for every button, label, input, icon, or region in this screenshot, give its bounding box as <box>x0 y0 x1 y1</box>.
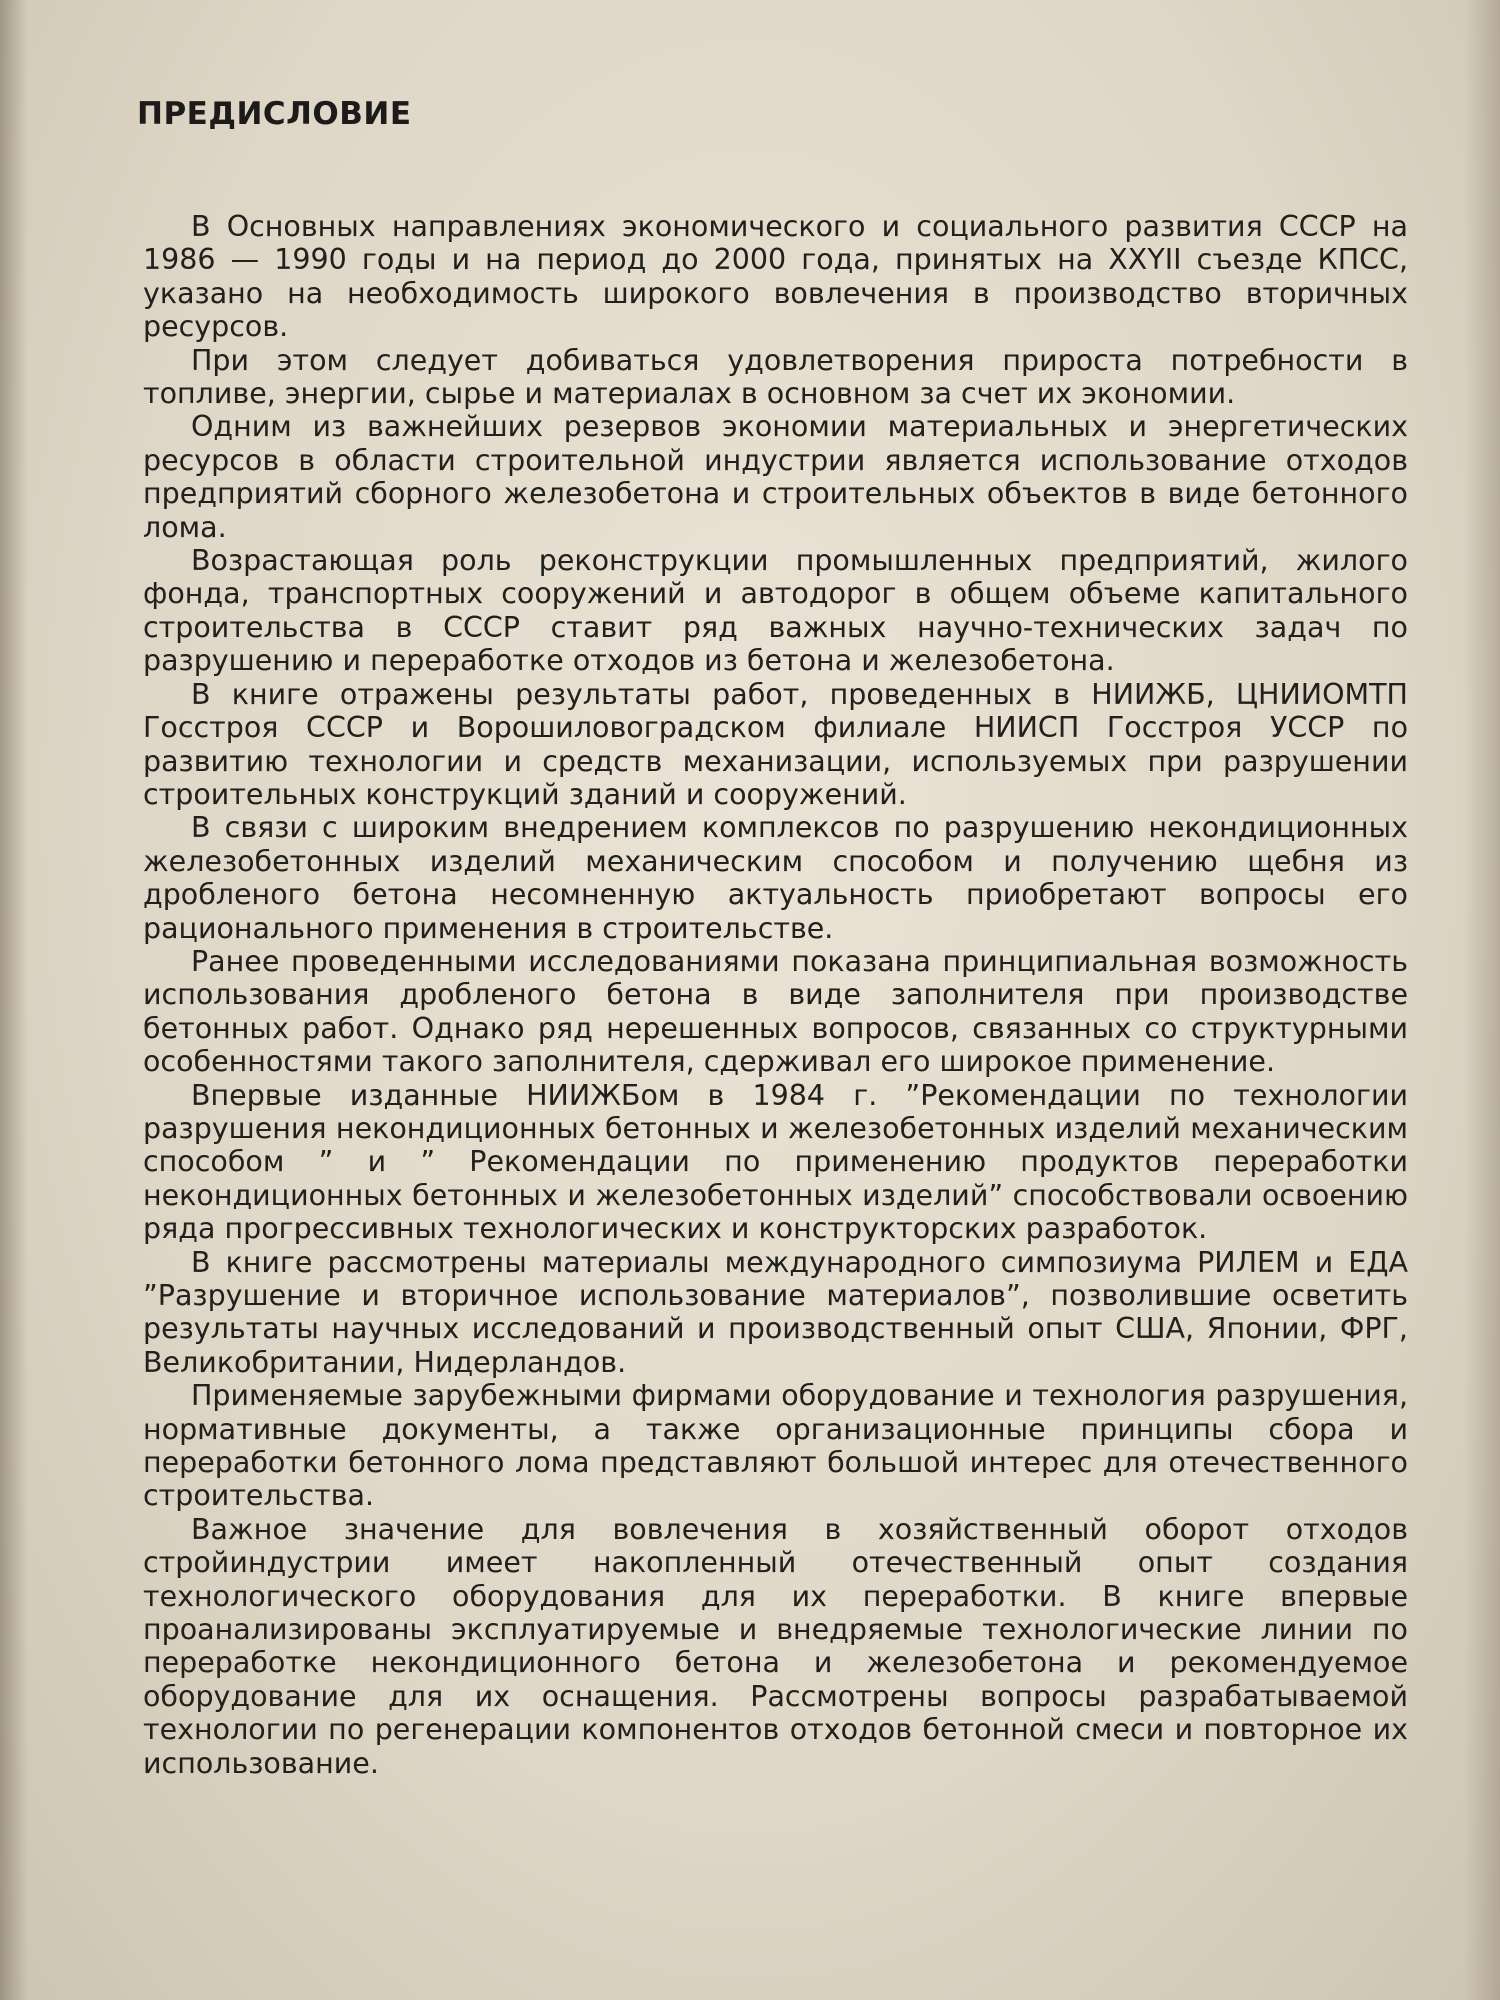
paragraph: Возрастающая роль реконструкции промышленных предприятий, жилого фонда, транспортных сооружений и автодорог в общем объеме капитального строительства в СССР ставит ряд важных научно-технических задач по разрушению и переработке отходов из бетона и железобетона. <box>143 544 1408 678</box>
page-title: ПРЕДИСЛОВИЕ <box>137 96 412 132</box>
paragraph: В книге рассмотрены материалы международного симпозиума РИЛЕМ и ЕДА ”Разрушение и вторичное использование материалов”, позволившие осветить результаты научных исследований и производственный опыт США, Японии, ФРГ, Великобритании, Нидерландов. <box>143 1245 1408 1379</box>
paragraph: Ранее проведенными исследованиями показана принципиальная возможность использования дробленого бетона в виде заполнителя при производстве бетонных работ. Однако ряд нерешенных вопросов, связанных со структурными особенностями такого заполнителя, сдерживал его широкое применение. <box>143 944 1408 1079</box>
paragraph: В Основных направлениях экономического и социального развития СССР на 1986 — 1990 годы и на период до 2000 года, принятых на XXYII съезде КПСС, указано на необходимость широкого вовлечения в производство вторичных ресурсов. <box>143 210 1408 344</box>
paragraph: Впервые изданные НИИЖБом в 1984 г. ”Рекомендации по технологии разрушения некондиционных бетонных и железобетонных изделий механическим способом ” и ” Рекомендации по применению продуктов переработки некондиционных бетонных и железобетонных изделий” способствовали освоению ряда прогрессивных технологических и конструкторских разработок. <box>143 1078 1408 1246</box>
preface-body <box>143 210 1408 1780</box>
paragraph: В связи с широким внедрением комплексов по разрушению некондиционных железобетонных изделий механическим способом и получению щебня из дробленого бетона несомненную актуальность приобретают вопросы его рационального применения в строительстве. <box>143 811 1408 945</box>
paragraph: Применяемые зарубежными фирмами оборудование и технология разрушения, нормативные документы, а также организационные принципы сбора и переработки бетонного лома представляют большой интерес для отечественного строительства. <box>143 1379 1408 1513</box>
paragraph: При этом следует добиваться удовлетворения прироста потребности в топливе, энергии, сырье и материалах в основном за счет их экономии. <box>143 343 1408 411</box>
paragraph: В книге отражены результаты работ, проведенных в НИИЖБ, ЦНИИОМТП Госстроя СССР и Ворошиловоградском филиале НИИСП Госстроя УССР по развитию технологии и средств механизации, используемых при разрушении строительных конструкций зданий и сооружений. <box>143 677 1408 811</box>
paragraph: Одним из важнейших резервов экономии материальных и энергетических ресурсов в области строительной индустрии является использование отходов предприятий сборного железобетона и строительных объектов в виде бетонного лома. <box>143 410 1408 544</box>
paragraph: Важное значение для вовлечения в хозяйственный оборот отходов стройиндустрии имеет накопленный отечественный опыт создания технологического оборудования для их переработки. В книге впервые проанализированы эксплуатируемые и внедряемые технологические линии по переработке некондиционного бетона и железобетона и рекомендуемое оборудование для их оснащения. Рассмотрены вопросы разрабатываемой технологии по регенерации компонентов отходов бетонной смеси и повторное их использование. <box>143 1512 1408 1780</box>
